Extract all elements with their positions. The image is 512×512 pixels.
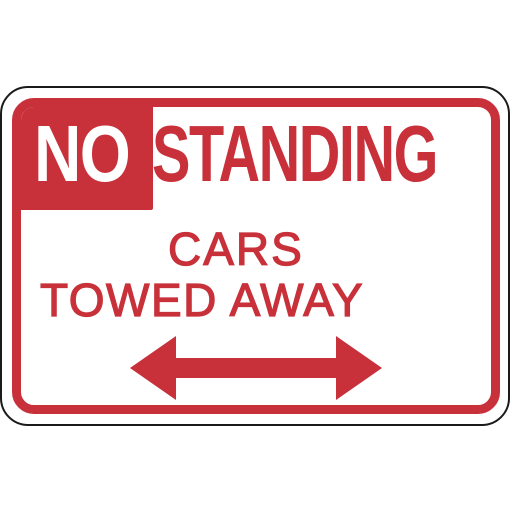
sign-cars-label: CARS <box>168 223 304 275</box>
arrow-shape <box>130 336 382 400</box>
sign-towed-away-label: TOWED AWAY <box>40 274 365 326</box>
double-headed-arrow-icon <box>130 334 382 402</box>
sign-standing-label: STANDING <box>152 109 438 198</box>
sign-no-label: NO <box>34 109 130 198</box>
